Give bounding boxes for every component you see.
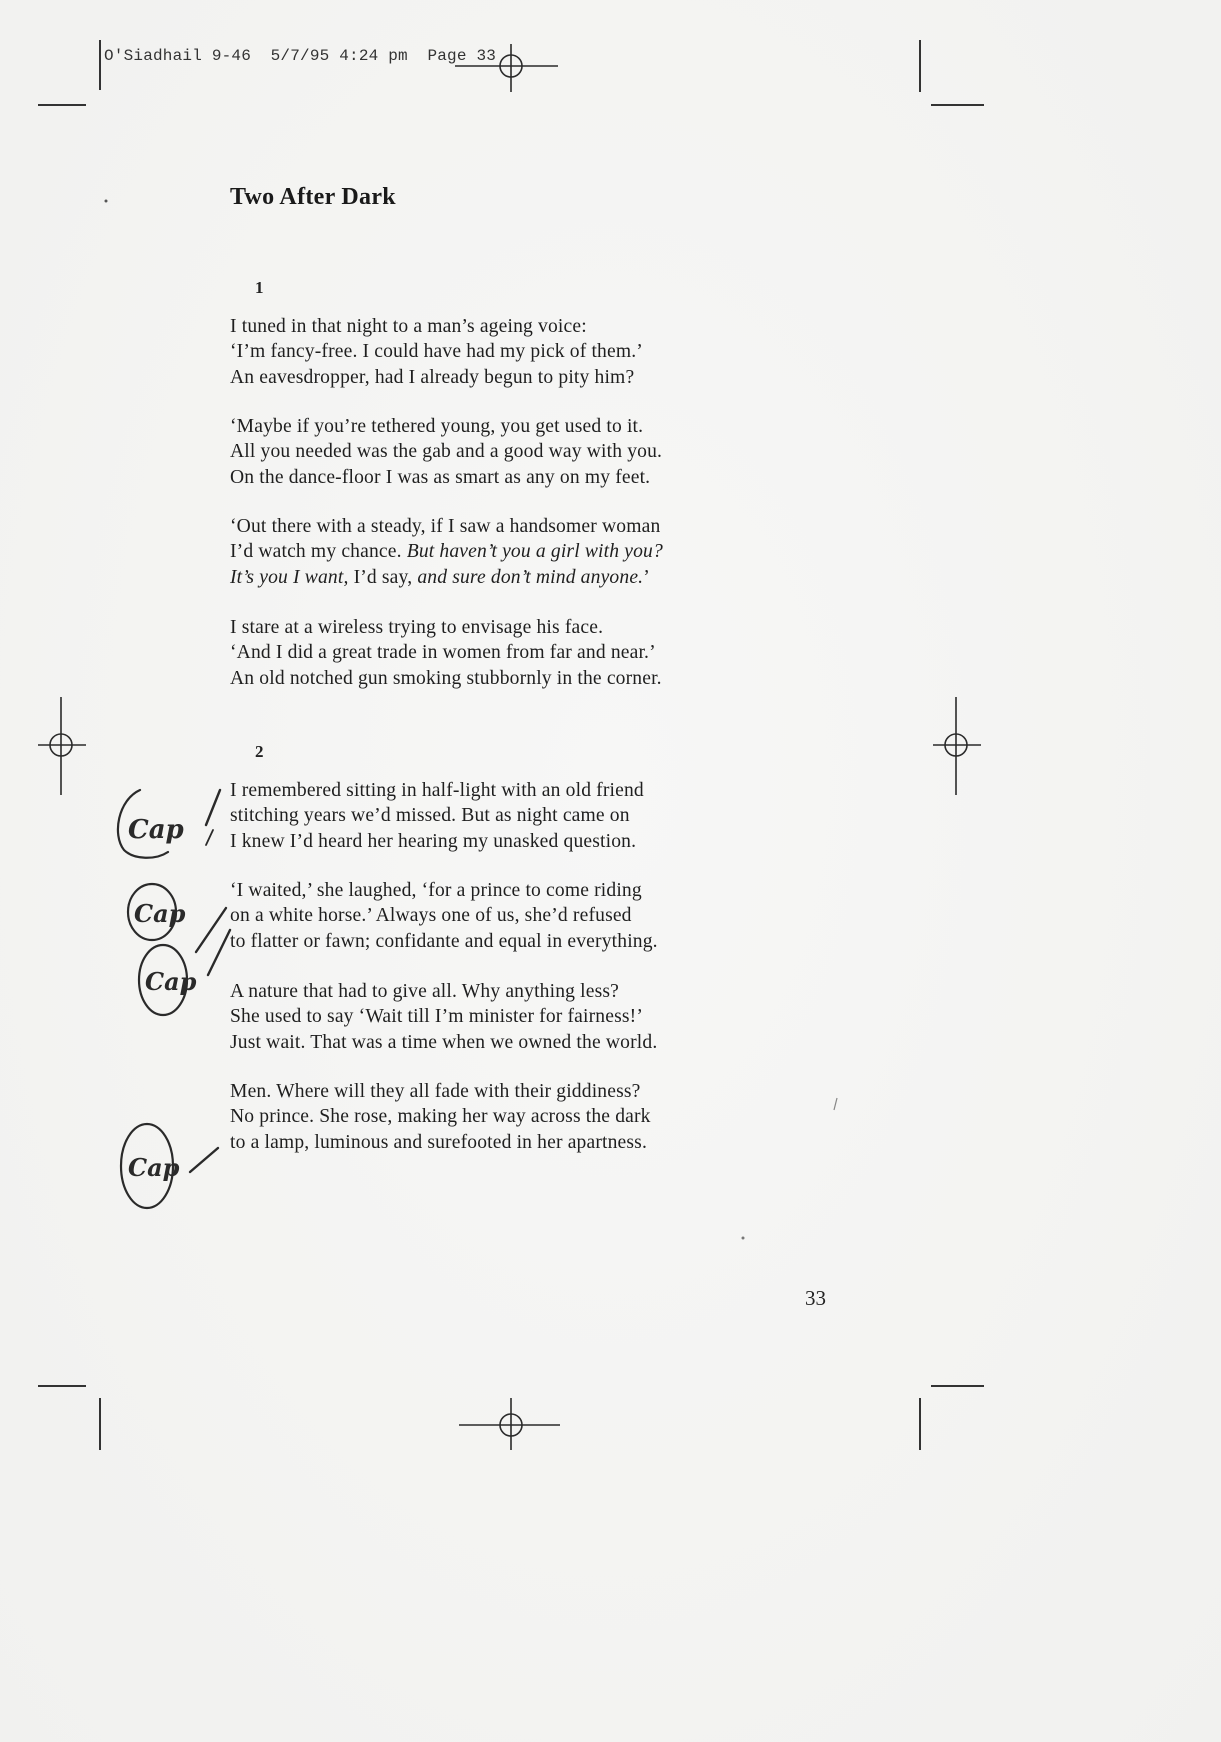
poem-line: I tuned in that night to a man’s ageing voice: [230, 316, 587, 337]
poem-line: ‘Maybe if you’re tethered young, you get used to it. [230, 416, 644, 437]
stanza-8 [230, 1079, 651, 1155]
stanza-4 [230, 615, 662, 691]
poem-line: No prince. She rose, making her way across the dark [230, 1106, 651, 1128]
poem-line: stitching years we’d missed. But as night came on [230, 805, 630, 827]
poem-line: All you needed was the gab and a good way with you. [230, 441, 663, 463]
stanza-3 [230, 514, 663, 590]
crop-mark-top-right-vertical [919, 40, 921, 92]
section-number-2: 2 [255, 742, 264, 761]
poem-line: ‘And I did a great trade in women from far and near.’ [230, 642, 656, 664]
proof-mark-text: Cap [145, 967, 197, 996]
poem-line: An old notched gun smoking stubbornly in the corner. [230, 667, 662, 689]
poem-line: ‘I’m fancy-free. I could have had my pick of them.’ [230, 341, 643, 363]
poem-line: An eavesdropper, had I already begun to pity him? [230, 366, 635, 388]
poem-title: Two After Dark [230, 184, 396, 210]
poem-line [230, 565, 663, 590]
poem-line: to flatter or fawn; confidante and equal in everything. [230, 930, 658, 952]
speck [105, 200, 108, 203]
poem-line: Men. Where will they all fade with their giddiness? [230, 1081, 641, 1102]
poem-line: On the dance-floor I was as smart as any on my feet. [230, 466, 651, 488]
crop-mark-top-left-horizontal [38, 104, 86, 106]
poem-line: on a white horse.’ Always one of us, she’d refused [230, 905, 632, 927]
proof-mark-cap-1 [118, 790, 220, 858]
poem-line: to a lamp, luminous and surefooted in her apartness. [230, 1131, 647, 1153]
line-text: ’ [643, 566, 650, 588]
crop-mark-top-right-horizontal [931, 104, 984, 106]
poem-line: She used to say ‘Wait till I’m minister for fairness!’ [230, 1006, 643, 1028]
crop-mark-bottom-left-horizontal [38, 1385, 86, 1387]
proof-mark-cap-2 [128, 884, 226, 952]
poem-line: ‘I waited,’ she laughed, ‘for a prince to come riding [230, 880, 642, 901]
proof-mark-text: Cap [128, 815, 184, 845]
speck [834, 1098, 837, 1110]
registration-target-left [38, 697, 86, 795]
poem-line: Just wait. That was a time when we owned the world. [230, 1031, 658, 1053]
poem-line: ‘Out there with a steady, if I saw a handsomer woman [230, 516, 661, 537]
proof-mark-cap-3 [139, 930, 230, 1015]
crop-mark-bottom-left-vertical [99, 1398, 101, 1450]
speck [742, 1237, 745, 1240]
registration-target-right [933, 697, 981, 795]
poem-line: I stare at a wireless trying to envisage his face. [230, 617, 604, 638]
line-text: I’d watch my chance. [230, 541, 407, 563]
page-number: 33 [805, 1286, 826, 1310]
stanza-2 [230, 414, 662, 490]
stanza-6 [230, 878, 658, 954]
crop-mark-bottom-right-vertical [919, 1398, 921, 1450]
proof-mark-cap-4 [121, 1124, 218, 1208]
italic-text: and sure don’t mind anyone. [417, 566, 644, 588]
crop-mark-bottom-right-horizontal [931, 1385, 984, 1387]
line-text: I’d say, [348, 566, 418, 588]
poem-line [230, 539, 663, 564]
stanza-7 [230, 979, 657, 1055]
proof-mark-text: Cap [134, 899, 186, 928]
proof-mark-text: Cap [128, 1153, 180, 1182]
poem-line: A nature that had to give all. Why anything less? [230, 981, 619, 1002]
registration-target-bottom [459, 1398, 560, 1450]
italic-text: It’s you I want, [230, 566, 349, 588]
stanza-1 [230, 314, 643, 390]
section-number-1: 1 [255, 278, 264, 297]
poem-line: I knew I’d heard her hearing my unasked question. [230, 830, 637, 852]
crop-mark-top-left-vertical [99, 40, 101, 90]
stanza-5 [230, 778, 644, 854]
italic-text: But haven’t you a girl with you? [406, 541, 663, 563]
header-slug: O'Siadhail 9-46 5/7/95 4:24 pm Page 33 [104, 47, 497, 65]
poem-line: I remembered sitting in half-light with an old friend [230, 780, 644, 801]
